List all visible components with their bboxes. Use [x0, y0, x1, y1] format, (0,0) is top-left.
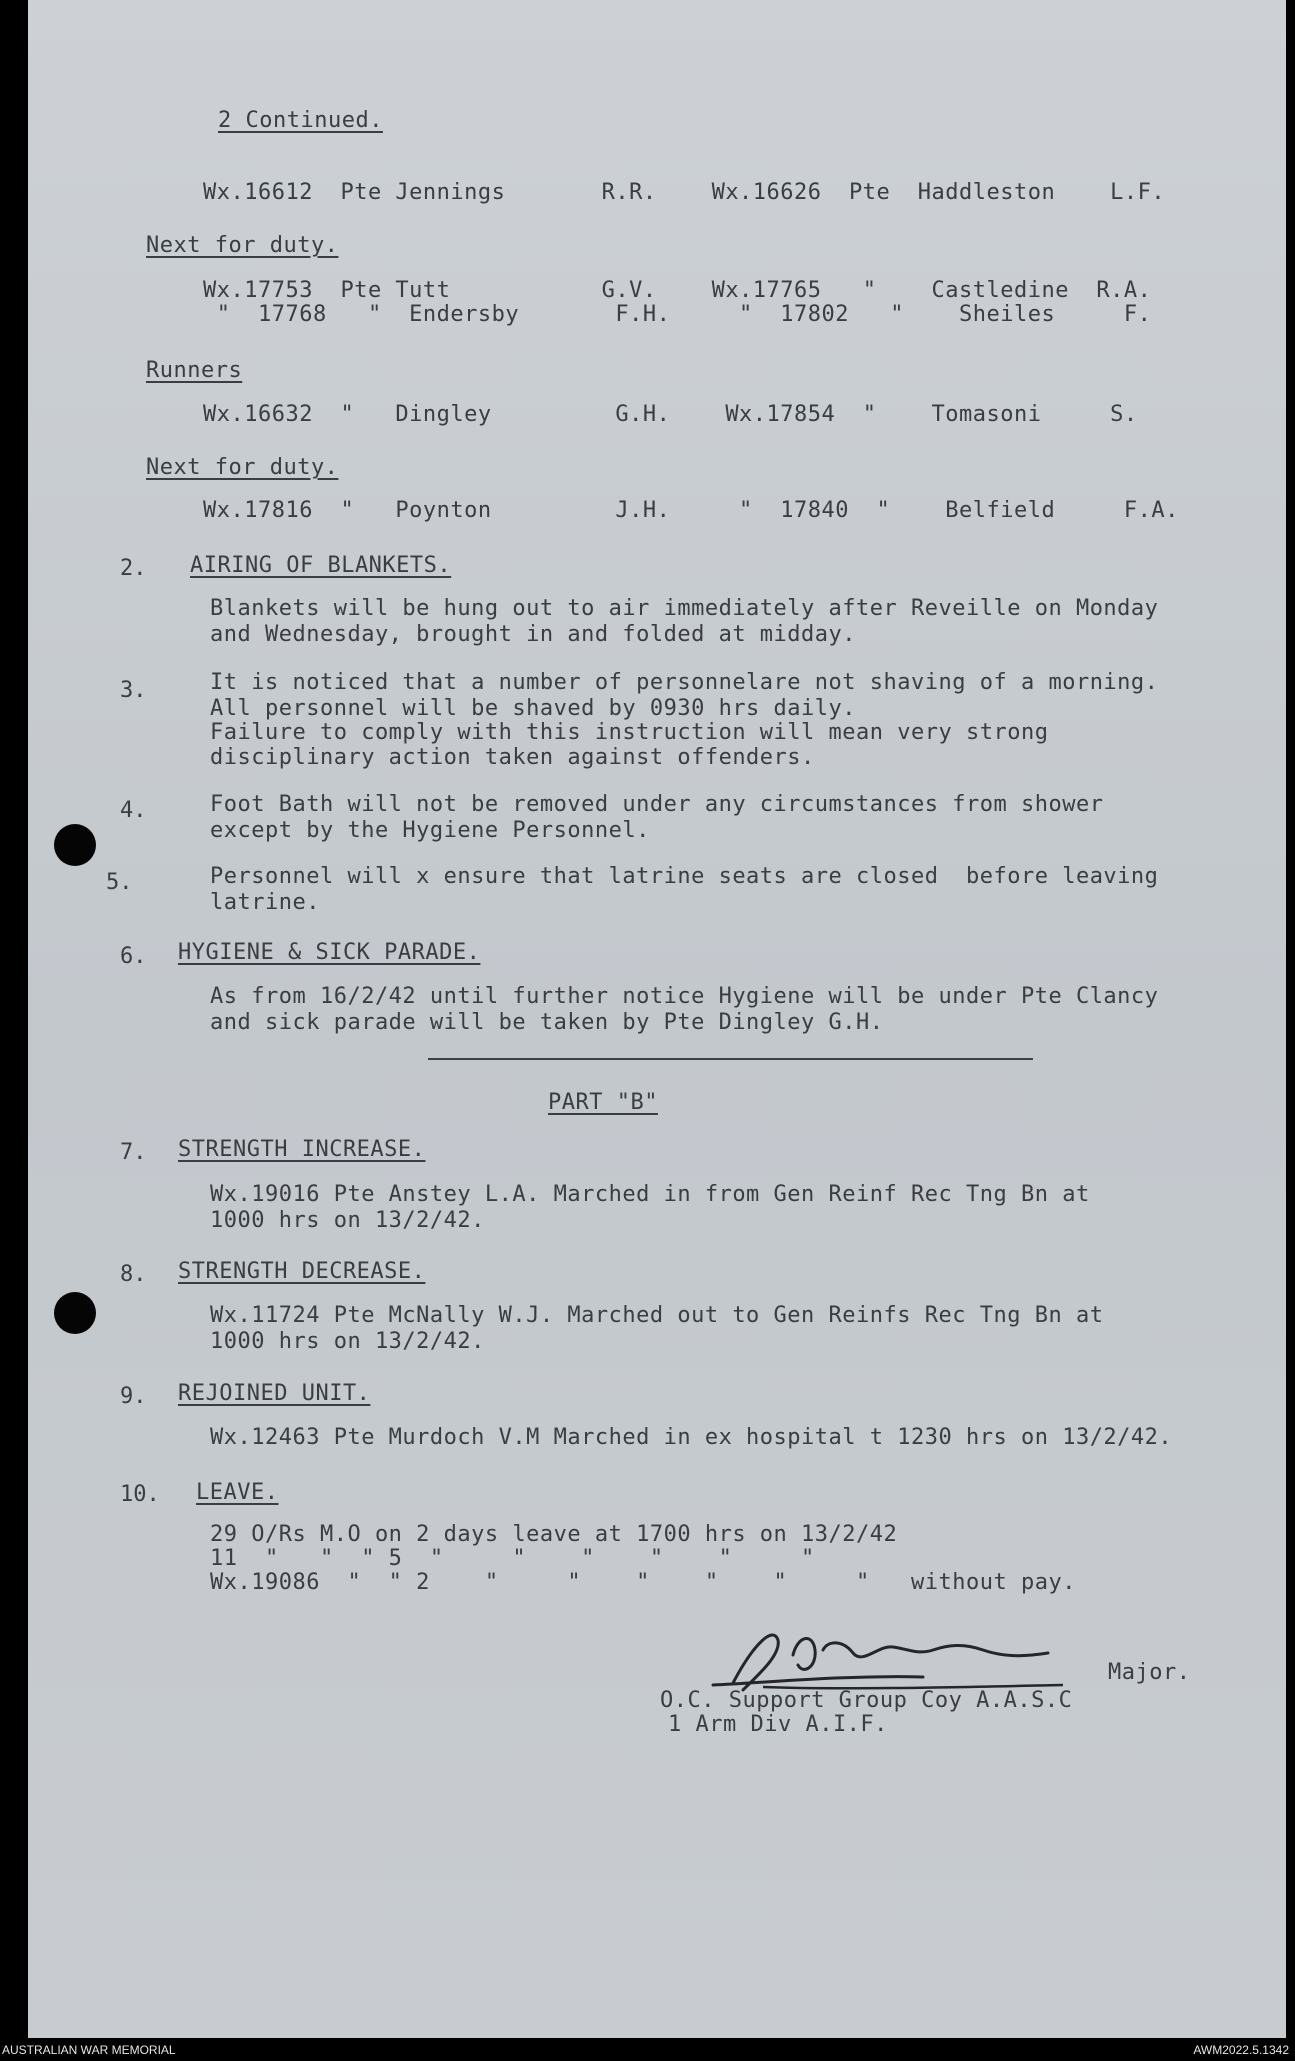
item-number: 10. [120, 1482, 160, 1507]
item-title: STRENGTH INCREASE. [178, 1137, 426, 1162]
item-line: Wx.12463 Pte Murdoch V.M Marched in ex hospital t 1230 hrs on 13/2/42. [210, 1425, 1173, 1450]
item-line: 11 " " " 5 " " " " " " [210, 1546, 815, 1571]
roster-row: Wx.17816 " Poynton J.H. " 17840 " Belfield F.A. [203, 498, 1179, 523]
item-title: HYGIENE & SICK PARADE. [178, 940, 481, 965]
item-line: 1000 hrs on 13/2/42. [210, 1329, 485, 1354]
item-title: STRENGTH DECREASE. [178, 1259, 426, 1284]
signature-title: O.C. Support Group Coy A.A.S.C [660, 1688, 1073, 1713]
item-line: and sick parade will be taken by Pte Dingley G.H. [210, 1010, 884, 1035]
signature-unit: 1 Arm Div A.I.F. [668, 1712, 888, 1737]
item-line: except by the Hygiene Personnel. [210, 818, 650, 843]
roster-row: Wx.16632 " Dingley G.H. Wx.17854 " Tomasoni S. [203, 402, 1138, 427]
item-line: Blankets will be hung out to air immediately after Reveille on Monday [210, 596, 1159, 621]
document-page [28, 0, 1286, 2038]
item-line: and Wednesday, brought in and folded at midday. [210, 622, 857, 647]
item-number: 5. [106, 870, 133, 895]
item-number: 6. [120, 944, 147, 969]
item-number: 3. [120, 678, 147, 703]
item-title: REJOINED UNIT. [178, 1381, 371, 1406]
item-line: Failure to comply with this instruction will mean very strong [210, 720, 1049, 745]
item-number: 8. [120, 1262, 147, 1287]
item-number: 9. [120, 1384, 147, 1409]
item-number: 4. [120, 798, 147, 823]
item-title: AIRING OF BLANKETS. [190, 553, 452, 578]
item-line: latrine. [210, 890, 320, 915]
roster-subheading: Next for duty. [146, 455, 339, 480]
archive-reference: AWM2022.5.1342 [1193, 2043, 1289, 2057]
item-line: Wx.19086 " " 2 " " " " " " without pay. [210, 1570, 1076, 1595]
item-line: Wx.19016 Pte Anstey L.A. Marched in from Gen Reinf Rec Tng Bn at [210, 1182, 1090, 1207]
item-line: Personnel will x ensure that latrine seats are closed before leaving [210, 864, 1159, 889]
item-number: 2. [120, 556, 147, 581]
section-header: 2 Continued. [218, 108, 383, 133]
item-line: It is noticed that a number of personnelare not shaving of a morning. [210, 670, 1159, 695]
signature-rank: Major. [1108, 1660, 1191, 1685]
item-line: Foot Bath will not be removed under any circumstances from shower [210, 792, 1104, 817]
section-divider [428, 1058, 1033, 1060]
roster-subheading: Runners [146, 358, 243, 383]
item-line: As from 16/2/42 until further notice Hygiene will be under Pte Clancy [210, 984, 1159, 1009]
item-line: Wx.11724 Pte McNally W.J. Marched out to Gen Reinfs Rec Tng Bn at [210, 1303, 1104, 1328]
item-line: All personnel will be shaved by 0930 hrs daily. [210, 696, 857, 721]
roster-subheading: Next for duty. [146, 233, 339, 258]
punch-hole [54, 824, 96, 866]
roster-row: Wx.17753 Pte Tutt G.V. Wx.17765 " Castledine R.A. [203, 278, 1152, 303]
part-heading: PART "B" [548, 1090, 658, 1115]
item-line: 1000 hrs on 13/2/42. [210, 1208, 485, 1233]
item-title: LEAVE. [196, 1480, 279, 1505]
archive-label: AUSTRALIAN WAR MEMORIAL [2, 2043, 176, 2057]
item-line: 29 O/Rs M.O on 2 days leave at 1700 hrs on 13/2/42 [210, 1522, 898, 1547]
item-number: 7. [120, 1140, 147, 1165]
roster-row: Wx.16612 Pte Jennings R.R. Wx.16626 Pte Haddleston L.F. [203, 180, 1166, 205]
roster-row: " 17768 " Endersby F.H. " 17802 " Sheiles F. [203, 302, 1152, 327]
punch-hole [54, 1292, 96, 1334]
item-line: disciplinary action taken against offenders. [210, 745, 815, 770]
